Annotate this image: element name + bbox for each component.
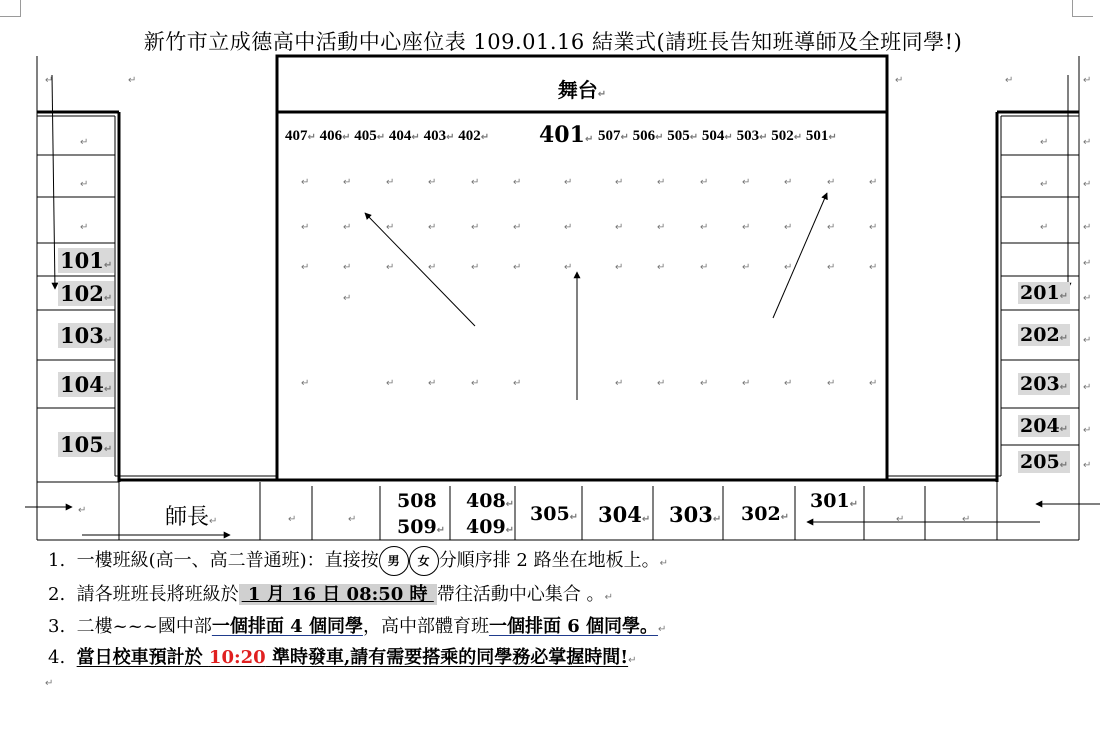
list-number: 3. [48,616,66,637]
class-509-label: 509 [397,516,437,538]
paragraph-mark: ↵ [78,505,87,516]
female-circle: 女 [409,546,439,576]
class-104: 104↵ [60,372,113,397]
paragraph-mark: ↵ [896,514,905,525]
paragraph-mark: ↵ [301,378,310,389]
paragraph-mark: ↵ [564,262,573,273]
class-label: 506 [632,128,656,144]
paragraph-mark: ↵ [428,262,437,273]
paragraph-mark: ↵ [1083,293,1092,304]
paragraph-mark: ↵ [700,262,709,273]
bus-time: 10:20 [208,647,266,668]
page-title: 新竹市立成德高中活動中心座位表 109.01.16 結業式(請班長告知班導師及全班同學!) [143,30,963,54]
instruction-3-text-c: ，高中部體育班 [362,616,489,637]
assembly-time: 1 月 16 日 08:50 時 [239,584,437,605]
paragraph-mark: ↵ [564,177,573,188]
class-102-label: 102 [60,281,104,306]
paragraph-mark: ↵ [1083,460,1092,471]
instruction-1: 1. 一樓班級(高一、高二普通班)：直接按 男 女 分順序排 2 路坐在地板上。↵ [48,546,668,576]
paragraph-mark: ↵ [513,262,522,273]
instruction-2-text-a: 請各班班長將班級於 [76,584,239,605]
class-101-label: 101 [60,248,104,273]
list-number: 1. [48,550,66,571]
class-302: 302↵ [741,503,790,525]
paragraph-mark: ↵ [301,177,310,188]
sports-class-rule: 一個排面 6 個同學。 [488,616,659,637]
class-508 [397,490,437,512]
class-102: 102↵ [60,281,113,306]
paragraph-mark: ↵ [784,262,793,273]
paragraph-mark: ↵ [657,177,666,188]
paragraph-mark: ↵ [428,222,437,233]
class-101: 101↵ [60,248,113,273]
paragraph-mark: ↵ [343,177,352,188]
class-label: 405 [354,128,377,144]
paragraph-mark: ↵ [428,177,437,188]
paragraph-mark: ↵ [471,177,480,188]
paragraph-mark: ↵ [615,177,624,188]
male-circle: 男 [379,546,409,576]
class-label-401: 401 [539,122,585,148]
instruction-4-text-b: 準時發車,請有需要搭乘的同學務必掌握時間! [265,647,629,668]
class-305: 305↵ [530,503,579,525]
class-201: 201↵ [1020,282,1069,304]
class-201-label: 201 [1020,282,1060,304]
paragraph-mark: ↵ [615,262,624,273]
class-label: 406 [319,128,343,144]
paragraph-mark: ↵ [700,222,709,233]
paragraph-mark: ↵ [301,262,310,273]
paragraph-mark: ↵ [657,378,666,389]
class-label: 407 [285,128,308,144]
class-202-label: 202 [1020,324,1060,346]
stage-row-left: 407↵ 406↵ 405↵ 404↵ 403↵ 402↵ [285,128,490,144]
paragraph-mark: ↵ [784,222,793,233]
teacher-cell: 師長↵ [165,505,218,530]
class-304-label: 304 [598,502,642,527]
paragraph-mark: ↵ [742,378,751,389]
instruction-3: 3. 二樓~~~國中部一個排面 4 個同學，高中部體育班一個排面 6 個同學。↵ [48,616,667,637]
paragraph-mark: ↵ [869,222,878,233]
class-203: 203↵ [1020,373,1069,395]
paragraph-mark: ↵ [513,222,522,233]
paragraph-mark: ↵ [869,262,878,273]
paragraph-mark: ↵ [895,75,904,86]
paragraph-mark: ↵ [386,378,395,389]
class-103: 103↵ [60,323,113,348]
paragraph-mark: ↵ [386,222,395,233]
paragraph-mark: ↵ [657,222,666,233]
class-303-label: 303 [669,502,713,527]
paragraph-mark: ↵ [657,262,666,273]
class-105-label: 105 [60,432,104,457]
class-205-label: 205 [1020,451,1060,473]
paragraph-mark: ↵ [513,177,522,188]
paragraph-mark: ↵ [700,177,709,188]
class-408-label: 408 [466,490,506,512]
class-408: 408↵ [466,490,515,512]
junior-rule: 一個排面 4 個同學 [211,616,363,637]
paragraph-mark: ↵ [386,177,395,188]
paragraph-mark: ↵ [1083,258,1092,269]
class-305-label: 305 [530,503,570,525]
class-103-label: 103 [60,323,104,348]
paragraph-mark: ↵ [784,378,793,389]
class-409: 409↵ [466,516,515,538]
class-104-label: 104 [60,372,104,397]
paragraph-mark: ↵ [301,222,310,233]
class-label: 403 [423,128,447,144]
instruction-1-text-a: 一樓班級(高一、高二普通班)：直接按 [76,550,379,571]
paragraph-mark: ↵ [1040,222,1049,233]
class-409-label: 409 [466,516,506,538]
paragraph-mark: ↵ [471,262,480,273]
paragraph-mark: ↵ [80,137,89,148]
paragraph-mark: ↵ [348,514,357,525]
paragraph-mark: ↵ [827,222,836,233]
class-202: 202↵ [1020,324,1069,346]
class-204: 204↵ [1020,415,1069,437]
paragraph-mark: ↵ [45,678,54,689]
paragraph-mark: ↵ [1083,222,1092,233]
paragraph-mark: ↵ [962,514,971,525]
class-label: 504 [701,128,725,144]
paragraph-mark: ↵ [827,378,836,389]
class-label: 501 [805,128,829,144]
paragraph-mark: ↵ [288,514,297,525]
class-302-label: 302 [741,503,781,525]
paragraph-mark: ↵ [1083,179,1092,190]
paragraph-mark: ↵ [45,75,54,86]
paragraph-mark: ↵ [1083,75,1092,86]
class-label: 503 [736,128,760,144]
paragraph-mark: ↵ [827,177,836,188]
class-label: 404 [388,128,412,144]
class-label: 507 [598,128,621,144]
stage-row-right: 507↵ 506↵ 505↵ 504↵ 503↵ 502↵ 501↵ [598,128,837,144]
paragraph-mark: ↵ [471,222,480,233]
stage-row-center: 401↵ [539,122,594,148]
paragraph-mark: ↵ [615,378,624,389]
class-label: 402 [458,128,481,144]
class-301-label: 301 [810,490,850,512]
paragraph-mark: ↵ [471,378,480,389]
stage-label: 舞台↵ [557,78,607,102]
class-204-label: 204 [1020,415,1060,437]
instruction-2: 2. 請各班班長將班級於 1 月 16 日 08:50 時 帶往活動中心集合 。↵ [48,584,613,605]
instruction-4: 4. 當日校車預計於 10:20 準時發車,請有需要搭乘的同學務必掌握時間!↵ [48,647,637,668]
paragraph-mark: ↵ [343,222,352,233]
paragraph-mark: ↵ [1005,75,1014,86]
paragraph-mark: ↵ [128,75,137,86]
paragraph-mark: ↵ [564,222,573,233]
paragraph-mark: ↵ [386,262,395,273]
teacher-label: 師長 [165,505,210,530]
class-205: 205↵ [1020,451,1069,473]
paragraph-mark: ↵ [428,378,437,389]
instruction-4-text-a: 當日校車預計於 [76,647,209,668]
paragraph-mark: ↵ [869,378,878,389]
paragraph-mark: ↵ [1040,179,1049,190]
class-508-label: 508 [397,490,437,512]
stage-text: 舞台 [557,78,598,102]
paragraph-mark: ↵ [615,222,624,233]
paragraph-mark: ↵ [742,262,751,273]
paragraph-mark: ↵ [343,293,352,304]
paragraph-mark: ↵ [784,177,793,188]
paragraph-mark: ↵ [827,262,836,273]
class-304: 304↵ [598,502,651,527]
instruction-1-text-b: 分順序排 2 路坐在地板上。 [438,550,660,571]
paragraph-mark: ↵ [513,378,522,389]
paragraph-mark: ↵ [1083,425,1092,436]
paragraph-mark: ↵ [343,262,352,273]
paragraph-mark: ↵ [700,378,709,389]
paragraph-mark: ↵ [742,177,751,188]
paragraph-mark: ↵ [1040,137,1049,148]
class-label: 502 [771,128,794,144]
class-301: 301↵ [810,490,859,512]
class-203-label: 203 [1020,373,1060,395]
class-509: 509↵ [397,516,446,538]
instruction-3-text-a: 二樓~~~國中部 [76,616,212,637]
instruction-2-text-b: 帶往活動中心集合 。 [436,584,605,605]
paragraph-mark: ↵ [1083,335,1092,346]
paragraph-mark: ↵ [1083,382,1092,393]
paragraph-mark: ↵ [1083,137,1092,148]
paragraph-mark: ↵ [869,177,878,188]
paragraph-mark: ↵ [80,222,89,233]
class-label: 505 [667,128,690,144]
list-number: 4. [48,647,66,668]
class-105: 105↵ [60,432,113,457]
list-number: 2. [48,584,66,605]
paragraph-mark: ↵ [742,222,751,233]
class-303: 303↵ [669,502,722,527]
paragraph-mark: ↵ [80,179,89,190]
